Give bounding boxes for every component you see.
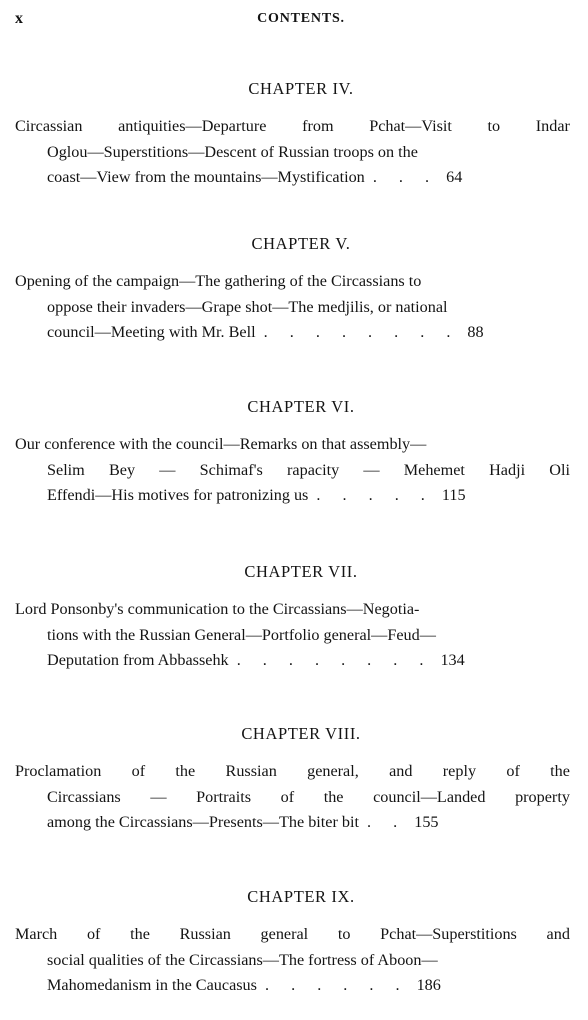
page-reference: 64 (446, 168, 463, 186)
entry-line (47, 458, 570, 484)
entry-line: Opening of the campaign—The gathering of the Circassians to (15, 272, 422, 290)
chapter-heading: CHAPTER VIII. (241, 724, 361, 743)
entry-last-text: Effendi—His motives for patronizing us (47, 486, 309, 504)
entry-word: of (131, 762, 146, 780)
chapter-entry (0, 114, 588, 191)
chapter-section (0, 396, 588, 509)
entry-word: Hadji (489, 460, 526, 479)
entry-last-line (47, 810, 570, 836)
chapter-section (0, 561, 588, 674)
chapter-entry (0, 269, 588, 346)
chapter-entry (0, 597, 588, 674)
entry-line: tions with the Russian General—Portfolio general—Feud— (47, 625, 436, 644)
entry-word: the (130, 925, 150, 943)
page-reference: 88 (467, 323, 484, 341)
entry-last-text: Deputation from Abbassehk (47, 651, 229, 669)
entry-word: Russian (179, 925, 231, 943)
entry-word: general (260, 925, 309, 943)
page-reference: 134 (440, 651, 465, 669)
entry-word: the (550, 762, 570, 780)
chapter-section (0, 78, 588, 191)
entry-word: from (302, 117, 334, 135)
entry-word: to (337, 925, 351, 943)
chapter-heading: CHAPTER V. (251, 234, 351, 253)
chapter-heading: CHAPTER IX. (247, 887, 355, 906)
dot-leader: . . (367, 813, 407, 831)
entry-word: Circassians (47, 787, 121, 806)
entry-line: Our conference with the council—Remarks on that assembly— (15, 435, 427, 453)
entry-word: Pchat—Superstitions (380, 925, 517, 943)
chapter-entry (0, 432, 588, 509)
entry-word: antiquities—Departure (118, 117, 267, 135)
entry-line (15, 922, 570, 948)
entry-word: Bey (108, 460, 136, 479)
dot-leader: . . . . . . . . (263, 323, 460, 341)
entry-word: Oli (549, 460, 570, 479)
entry-word: Proclamation (15, 762, 102, 780)
page-reference: 115 (441, 486, 466, 504)
entry-last-text: council—Meeting with Mr. Bell (47, 323, 256, 341)
entry-word: rapacity (287, 460, 340, 479)
chapter-entry (0, 759, 588, 836)
entry-line: oppose their invaders—Grape shot—The medjilis, or national (47, 297, 448, 316)
entry-word: of (280, 787, 295, 806)
entry-word: and (389, 762, 413, 780)
dot-leader: . . . (372, 168, 439, 186)
entry-word: general, (307, 762, 359, 780)
entry-word: Russian (225, 762, 277, 780)
entry-word: of (506, 762, 520, 780)
entry-last-line (47, 973, 570, 999)
entry-word: — (150, 787, 167, 806)
entry-last-text: coast—View from the mountains—Mystification (47, 168, 365, 186)
chapter-section (0, 233, 588, 346)
entry-line: Oglou—Superstitions—Descent of Russian troops on the (47, 142, 418, 161)
entry-line (15, 759, 570, 785)
chapter-heading: CHAPTER IV. (248, 79, 354, 98)
dot-leader: . . . . . . (265, 976, 409, 994)
chapter-heading: CHAPTER VII. (244, 562, 358, 581)
entry-word: March (15, 925, 58, 943)
running-head (0, 10, 588, 34)
entry-last-text: Mahomedanism in the Caucasus (47, 976, 257, 994)
entry-last-line (47, 648, 570, 674)
entry-word: Mehemet (403, 460, 465, 479)
entry-line (15, 114, 570, 140)
entry-word: Circassian (15, 117, 83, 135)
entry-word: Portraits (196, 787, 251, 806)
page-reference: 155 (414, 813, 439, 831)
entry-word: Indar (535, 117, 570, 135)
running-title: CONTENTS. (257, 11, 345, 26)
page-reference: 186 (416, 976, 441, 994)
entry-word: to (487, 117, 501, 135)
entry-last-text: among the Circassians—Presents—The biter bit (47, 813, 359, 831)
entry-line: social qualities of the Circassians—The fortress of Aboon— (47, 950, 438, 969)
chapter-section (0, 723, 588, 836)
entry-word: — (159, 460, 176, 479)
entry-line: Lord Ponsonby's communication to the Circassians—Negotia- (15, 600, 420, 618)
chapter-heading: CHAPTER VI. (247, 397, 355, 416)
entry-word: Schimaf's (199, 460, 263, 479)
entry-word: Selim (47, 460, 85, 479)
entry-word: reply (442, 762, 477, 780)
entry-word: Pchat—Visit (369, 117, 452, 135)
entry-word: — (363, 460, 380, 479)
entry-word: the (323, 787, 344, 806)
chapter-section (0, 886, 588, 999)
entry-word: property (515, 787, 570, 806)
page-number: x (15, 10, 24, 27)
entry-last-line (47, 483, 570, 509)
entry-last-line (47, 320, 570, 346)
dot-leader: . . . . . . . . (236, 651, 433, 669)
entry-word: and (546, 925, 570, 943)
chapter-entry (0, 922, 588, 999)
entry-word: council—Landed (373, 787, 486, 806)
entry-word: the (175, 762, 196, 780)
entry-word: of (86, 925, 101, 943)
dot-leader: . . . . . (316, 486, 434, 504)
entry-last-line (47, 165, 570, 191)
entry-line (47, 785, 570, 811)
